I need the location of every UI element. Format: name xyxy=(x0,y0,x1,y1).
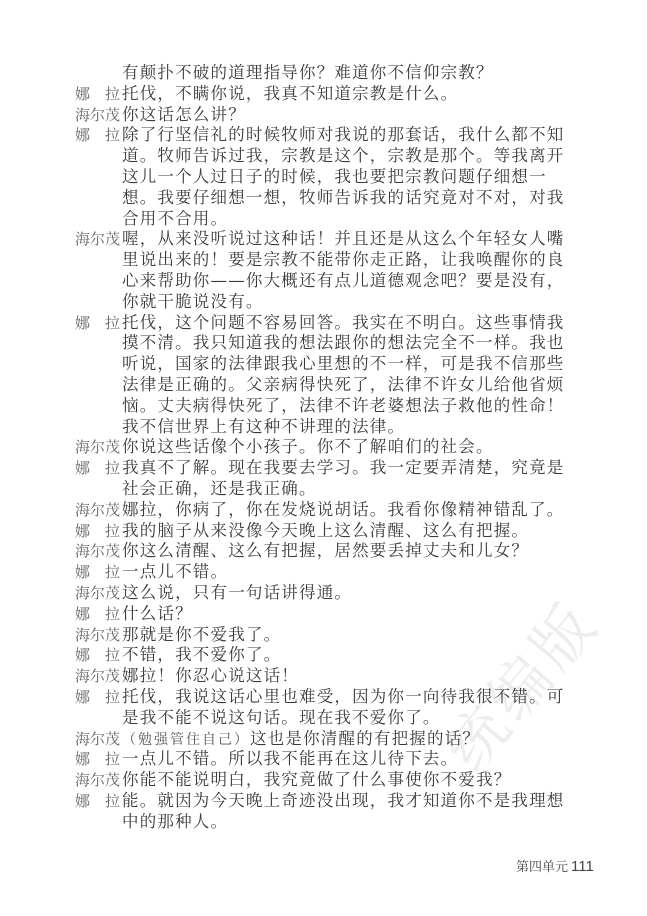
speech-text xyxy=(122,125,565,229)
dialogue-turn xyxy=(75,729,565,750)
speaker-name: 娜 拉 xyxy=(75,563,121,582)
speaker-name: 海尔茂 xyxy=(75,542,121,561)
speaker-name: 娜 拉 xyxy=(75,459,121,478)
speech-line: 中的那种人。 xyxy=(122,811,229,831)
speech-text xyxy=(122,229,565,312)
speaker-name: 娜 拉 xyxy=(75,687,121,706)
speech-line: 不错，我不爱你了。 xyxy=(122,645,282,665)
speaker-name: 娜 拉 xyxy=(75,126,121,145)
dialogue-turn xyxy=(75,437,565,458)
speech-line: 这儿一个人过日子的时候，我也要把宗教问题仔细想一 xyxy=(122,166,547,186)
speech-line: 社会正确，还是我正确。 xyxy=(122,478,317,498)
speech-text xyxy=(122,437,494,458)
speech-text xyxy=(122,770,511,791)
dialogue-turn xyxy=(75,458,565,500)
speech-text xyxy=(122,729,480,750)
speech-text xyxy=(122,562,228,583)
speech-line: 道。牧师告诉过我，宗教是这个，宗教是那个。等我离开 xyxy=(122,146,565,166)
speech-text xyxy=(122,583,352,604)
speech-text xyxy=(122,500,565,521)
speaker-name: 娜 拉 xyxy=(75,646,121,665)
speech-line: 那就是你不爱我了。 xyxy=(122,624,282,644)
dialogue-turn xyxy=(75,500,565,521)
speaker-name: 娜 拉 xyxy=(75,604,121,623)
dialogue-turn xyxy=(75,645,565,666)
dialogue-text xyxy=(75,63,565,832)
dialogue-turn xyxy=(75,229,565,312)
dialogue-turn xyxy=(75,625,565,646)
speech-text xyxy=(122,63,494,84)
dialogue-turn xyxy=(75,666,565,687)
speech-line: 托伐，这个问题不容易回答。我实在不明白。这些事情我 xyxy=(122,312,565,332)
speech-line: 托伐，我说这话心里也难受，因为你一向待我很不错。可 xyxy=(122,686,565,706)
dialogue-turn xyxy=(75,562,565,583)
dialogue-turn xyxy=(75,687,565,729)
speaker-name: 海尔茂 xyxy=(75,625,121,644)
dialogue-turn xyxy=(75,583,565,604)
dialogue-turn xyxy=(75,125,565,229)
speech-text xyxy=(122,749,458,770)
speech-text xyxy=(122,625,281,646)
speech-line: 你说这些话像个小孩子。你不了解咱们的社会。 xyxy=(122,437,494,457)
dialogue-turn xyxy=(75,541,565,562)
speaker-name: 娜 拉 xyxy=(75,84,121,103)
speech-line: 有颠扑不破的道理指导你？难道你不信仰宗教？ xyxy=(122,63,494,82)
speaker-name: 娜 拉 xyxy=(75,521,121,540)
speech-line: 这么说，只有一句话讲得通。 xyxy=(122,582,353,602)
watermark: 统编版 xyxy=(432,587,614,785)
speech-line: 你这么清醒、这么有把握，居然要丢掉丈夫和儿女？ xyxy=(122,541,530,561)
speech-line: 除了行坚信礼的时候牧师对我说的那套话，我什么都不知 xyxy=(122,125,565,145)
speech-text xyxy=(122,645,281,666)
speaker-name: 海尔茂 xyxy=(75,583,121,602)
speech-text xyxy=(122,313,565,438)
dialogue-turn xyxy=(75,63,565,84)
speech-line: 心来帮助你——你大概还有点儿道德观念吧？要是没有， xyxy=(122,270,565,290)
dialogue-turn xyxy=(75,521,565,542)
speaker-name: 海尔茂 xyxy=(75,729,121,748)
speech-line: 你这话怎么讲？ xyxy=(122,104,246,124)
page-footer xyxy=(516,856,594,875)
speech-line: 恼。丈夫病得快死了，法律不许老婆想法子救他的性命！ xyxy=(122,395,565,415)
speech-line: 我不信世界上有这种不讲理的法律。 xyxy=(122,416,406,436)
speaker-name: 娜 拉 xyxy=(75,313,121,332)
speech-line: 你就干脆说没有。 xyxy=(122,291,264,311)
speech-line: 喔，从来没听说过这种话！并且还是从这么个年轻女人嘴 xyxy=(122,229,565,249)
speech-text xyxy=(122,604,193,625)
speech-line: 娜拉！你忍心说这话！ xyxy=(122,666,299,686)
speech-line: 法律是正确的。父亲病得快死了，法律不许女儿给他省烦 xyxy=(122,374,565,394)
dialogue-turn xyxy=(75,84,565,105)
speech-line: 一点儿不错。所以我不能再在这儿待下去。 xyxy=(122,749,459,769)
speech-line: 娜拉，你病了，你在发烧说胡话。我看你像精神错乱了。 xyxy=(122,499,565,519)
dialogue-turn xyxy=(75,604,565,625)
speaker-name: 海尔茂 xyxy=(75,230,121,249)
speech-text xyxy=(122,687,565,729)
dialogue-turn xyxy=(75,749,565,770)
dialogue-turn xyxy=(75,313,565,438)
speaker-name xyxy=(75,63,122,84)
speech-line: 你能不能说明白，我究竟做了什么事使你不爱我？ xyxy=(122,770,512,790)
speech-line: 里说出来的！要是宗教不能带你走正路，让我唤醒你的良 xyxy=(122,250,565,270)
speech-text xyxy=(122,791,565,833)
stage-direction: （勉强管住自己） xyxy=(122,731,250,748)
speaker-name: 海尔茂 xyxy=(75,438,121,457)
speech-line: 一点儿不错。 xyxy=(122,562,229,582)
speaker-name: 海尔茂 xyxy=(75,771,121,790)
speech-line: 能。就因为今天晚上奇迹没出现，我才知道你不是我理想 xyxy=(122,790,565,810)
speaker-name: 海尔茂 xyxy=(75,500,121,519)
speech-line: 什么话？ xyxy=(122,603,193,623)
dialogue-turn xyxy=(75,770,565,791)
speech-line: 托伐，不瞒你说，我真不知道宗教是什么。 xyxy=(122,83,459,103)
dialogue-turn xyxy=(75,105,565,126)
speech-line xyxy=(122,729,480,750)
speech-line: 我真不了解。现在我要去学习。我一定要弄清楚，究竟是 xyxy=(122,458,565,478)
speech-line: 我的脑子从来没像今天晚上这么清醒、这么有把握。 xyxy=(122,520,530,540)
unit-label: 第四单元 xyxy=(516,860,569,875)
speaker-name: 娜 拉 xyxy=(75,791,121,810)
speech-line: 摸不清。我只知道我的想法跟你的想法完全不一样。我也 xyxy=(122,333,565,353)
speech-text xyxy=(122,105,246,126)
page-number: 111 xyxy=(571,858,594,875)
speaker-name: 娜 拉 xyxy=(75,750,121,769)
speech-line: 想。我要仔细想一想，牧师告诉我的话究竟对不对，对我 xyxy=(122,187,565,207)
speech-line-text: 这也是你清醒的有把握的话？ xyxy=(250,728,481,748)
speech-line: 听说，国家的法律跟我心里想的不一样，可是我不信那些 xyxy=(122,354,565,374)
speech-text xyxy=(122,666,299,687)
speaker-name: 海尔茂 xyxy=(75,105,121,124)
speech-line: 是我不能不说这句话。现在我不爱你了。 xyxy=(122,707,441,727)
speech-text xyxy=(122,521,529,542)
dialogue-turn xyxy=(75,791,565,833)
speech-line: 合用不合用。 xyxy=(122,208,229,228)
speech-text xyxy=(122,541,529,562)
speech-text xyxy=(122,84,458,105)
speech-text xyxy=(122,458,565,500)
speaker-name: 海尔茂 xyxy=(75,667,121,686)
